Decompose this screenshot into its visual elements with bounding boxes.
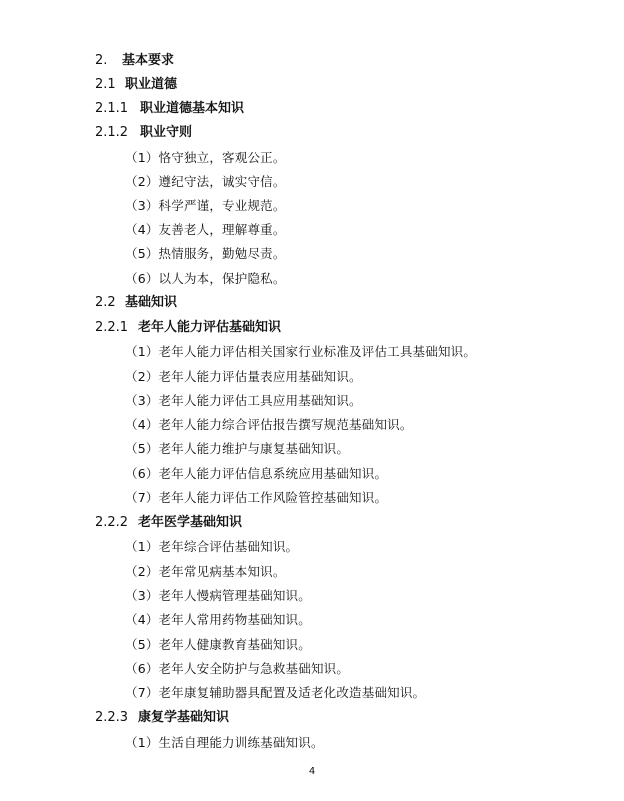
heading-number: 2.2.1: [95, 320, 129, 335]
list-item: （5）老年人能力维护与康复基础知识。: [125, 441, 350, 456]
heading-number: 2.1.1: [95, 101, 129, 116]
heading-number: 2.1.2: [95, 125, 129, 140]
list-item: （2）老年人能力评估量表应用基础知识。: [125, 369, 362, 384]
heading-title: 老年医学基础知识: [138, 515, 243, 530]
heading-number: 2.2.3: [95, 710, 129, 725]
list-item: （3）老年人慢病管理基础知识。: [125, 588, 311, 603]
list-item: （7）老年康复辅助器具配置及适老化改造基础知识。: [125, 685, 426, 700]
heading-title: 基础知识: [125, 295, 178, 310]
heading-title: 职业道德: [125, 77, 178, 92]
list-item: （1）老年综合评估基础知识。: [125, 539, 299, 554]
heading-title: 职业守则: [140, 125, 193, 140]
page-number: 4: [308, 766, 316, 777]
list-item: （3）科学严谨，专业规范。: [125, 198, 286, 213]
list-item: （4）友善老人，理解尊重。: [125, 222, 286, 237]
list-item: （6）老年人能力评估信息系统应用基础知识。: [125, 466, 388, 481]
heading-title: 老年人能力评估基础知识: [138, 320, 282, 335]
list-item: （2）老年常见病基本知识。: [125, 564, 286, 579]
list-item: （6）以人为本，保护隐私。: [125, 271, 286, 286]
list-item: （6）老年人安全防护与急救基础知识。: [125, 661, 350, 676]
list-item: （1）恪守独立，客观公正。: [125, 150, 286, 165]
list-item: （5）热情服务，勤勉尽责。: [125, 246, 286, 261]
heading-title: 康复学基础知识: [138, 710, 230, 725]
heading-number: 2.2: [95, 295, 116, 310]
list-item: （1）生活自理能力训练基础知识。: [125, 735, 324, 750]
heading-title: 职业道德基本知识: [140, 101, 245, 116]
list-item: （7）老年人能力评估工作风险管控基础知识。: [125, 490, 388, 505]
heading-number: 2.: [95, 53, 108, 68]
list-item: （2）遵纪守法，诚实守信。: [125, 174, 286, 189]
list-item: （4）老年人能力综合评估报告撰写规范基础知识。: [125, 417, 413, 432]
list-item: （1）老年人能力评估相关国家行业标准及评估工具基础知识。: [125, 344, 477, 359]
list-item: （5）老年人健康教育基础知识。: [125, 637, 311, 652]
heading-number: 2.1: [95, 77, 116, 92]
heading-title: 基本要求: [122, 53, 175, 68]
list-item: （3）老年人能力评估工具应用基础知识。: [125, 393, 362, 408]
list-item: （4）老年人常用药物基础知识。: [125, 612, 311, 627]
heading-number: 2.2.2: [95, 515, 129, 530]
